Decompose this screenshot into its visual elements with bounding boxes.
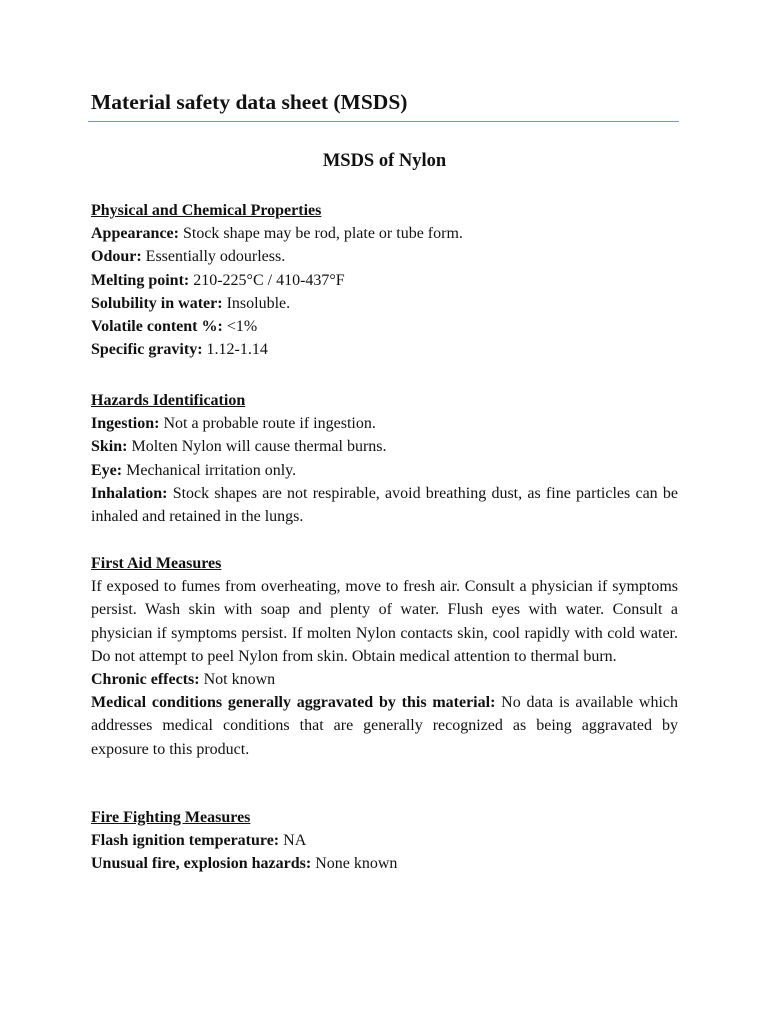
fire-label: Unusual fire, explosion hazards: — [91, 855, 312, 873]
section-physical-properties — [91, 199, 678, 361]
property-value: 1.12-1.14 — [202, 341, 268, 359]
hazard-row-skin — [91, 435, 678, 458]
property-label: Specific gravity: — [91, 341, 203, 359]
hazard-row-eye — [91, 459, 678, 482]
section-heading: Hazards Identification — [91, 392, 246, 409]
hazard-label: Skin: — [91, 438, 128, 456]
first-aid-value: Not known — [199, 671, 276, 689]
property-row-odour — [91, 245, 678, 268]
fire-row-explosion-hazards — [91, 852, 678, 875]
hazard-row-ingestion — [91, 412, 678, 435]
property-label: Odour: — [91, 248, 142, 266]
property-value: 210-225°C / 410-437°F — [189, 271, 345, 289]
hazard-label: Ingestion: — [91, 415, 160, 433]
hazard-value: Stock shapes are not respirable, avoid breathing dust, as fine particles can be inhaled and retained in the lungs. — [91, 484, 678, 526]
title-divider — [88, 121, 679, 122]
property-label: Solubility in water: — [91, 294, 223, 312]
hazard-value: Not a probable route if ingestion. — [159, 415, 376, 433]
property-value: <1% — [222, 318, 258, 336]
first-aid-row-chronic-effects — [91, 668, 678, 691]
hazard-label: Eye: — [91, 461, 123, 479]
hazard-label: Inhalation: — [91, 484, 168, 502]
section-heading: Fire Fighting Measures — [91, 809, 251, 826]
fire-value: NA — [279, 832, 307, 850]
property-label: Melting point: — [91, 271, 190, 289]
property-label: Appearance: — [91, 225, 179, 243]
property-row-specific-gravity — [91, 338, 678, 361]
property-label: Volatile content %: — [91, 318, 223, 336]
property-row-melting-point — [91, 269, 678, 292]
section-fire-fighting — [91, 806, 678, 876]
section-heading: Physical and Chemical Properties — [91, 202, 322, 219]
first-aid-row-medical-conditions — [91, 691, 678, 761]
fire-value: None known — [311, 855, 398, 873]
first-aid-label: Chronic effects: — [91, 671, 200, 689]
section-first-aid — [91, 552, 678, 761]
fire-label: Flash ignition temperature: — [91, 832, 280, 850]
document-page — [91, 88, 679, 873]
first-aid-value: No data is available which addresses medical conditions that are generally recognized as being aggravated by exposure to this product. — [91, 694, 679, 758]
property-row-solubility — [91, 292, 678, 315]
section-heading: First Aid Measures — [91, 555, 222, 572]
document-subtitle: MSDS of Nylon — [322, 151, 447, 171]
property-row-volatile-content — [91, 315, 678, 338]
section-hazards-identification — [91, 389, 678, 528]
property-value: Insoluble. — [222, 294, 291, 312]
hazard-row-inhalation — [91, 482, 678, 528]
hazard-value: Molten Nylon will cause thermal burns. — [127, 438, 387, 456]
property-value: Stock shape may be rod, plate or tube form. — [178, 225, 463, 243]
first-aid-label: Medical conditions generally aggravated by this material: — [91, 694, 496, 712]
document-title: Material safety data sheet (MSDS) — [91, 90, 408, 114]
property-row-appearance — [91, 222, 678, 245]
first-aid-paragraph: If exposed to fumes from overheating, move to fresh air. Consult a physician if symptoms persist. Wash skin with soap and plenty of water. Flush eyes with water. Consult a physician if symptoms persist. If molten Nylon contacts skin, cool rapidly with cold water. Do not attempt to peel Nylon from skin. Obtain medical attention to thermal burn. — [91, 578, 678, 665]
fire-row-flash-ignition — [91, 829, 678, 852]
property-value: Essentially odourless. — [141, 248, 286, 266]
hazard-value: Mechanical irritation only. — [122, 461, 297, 479]
